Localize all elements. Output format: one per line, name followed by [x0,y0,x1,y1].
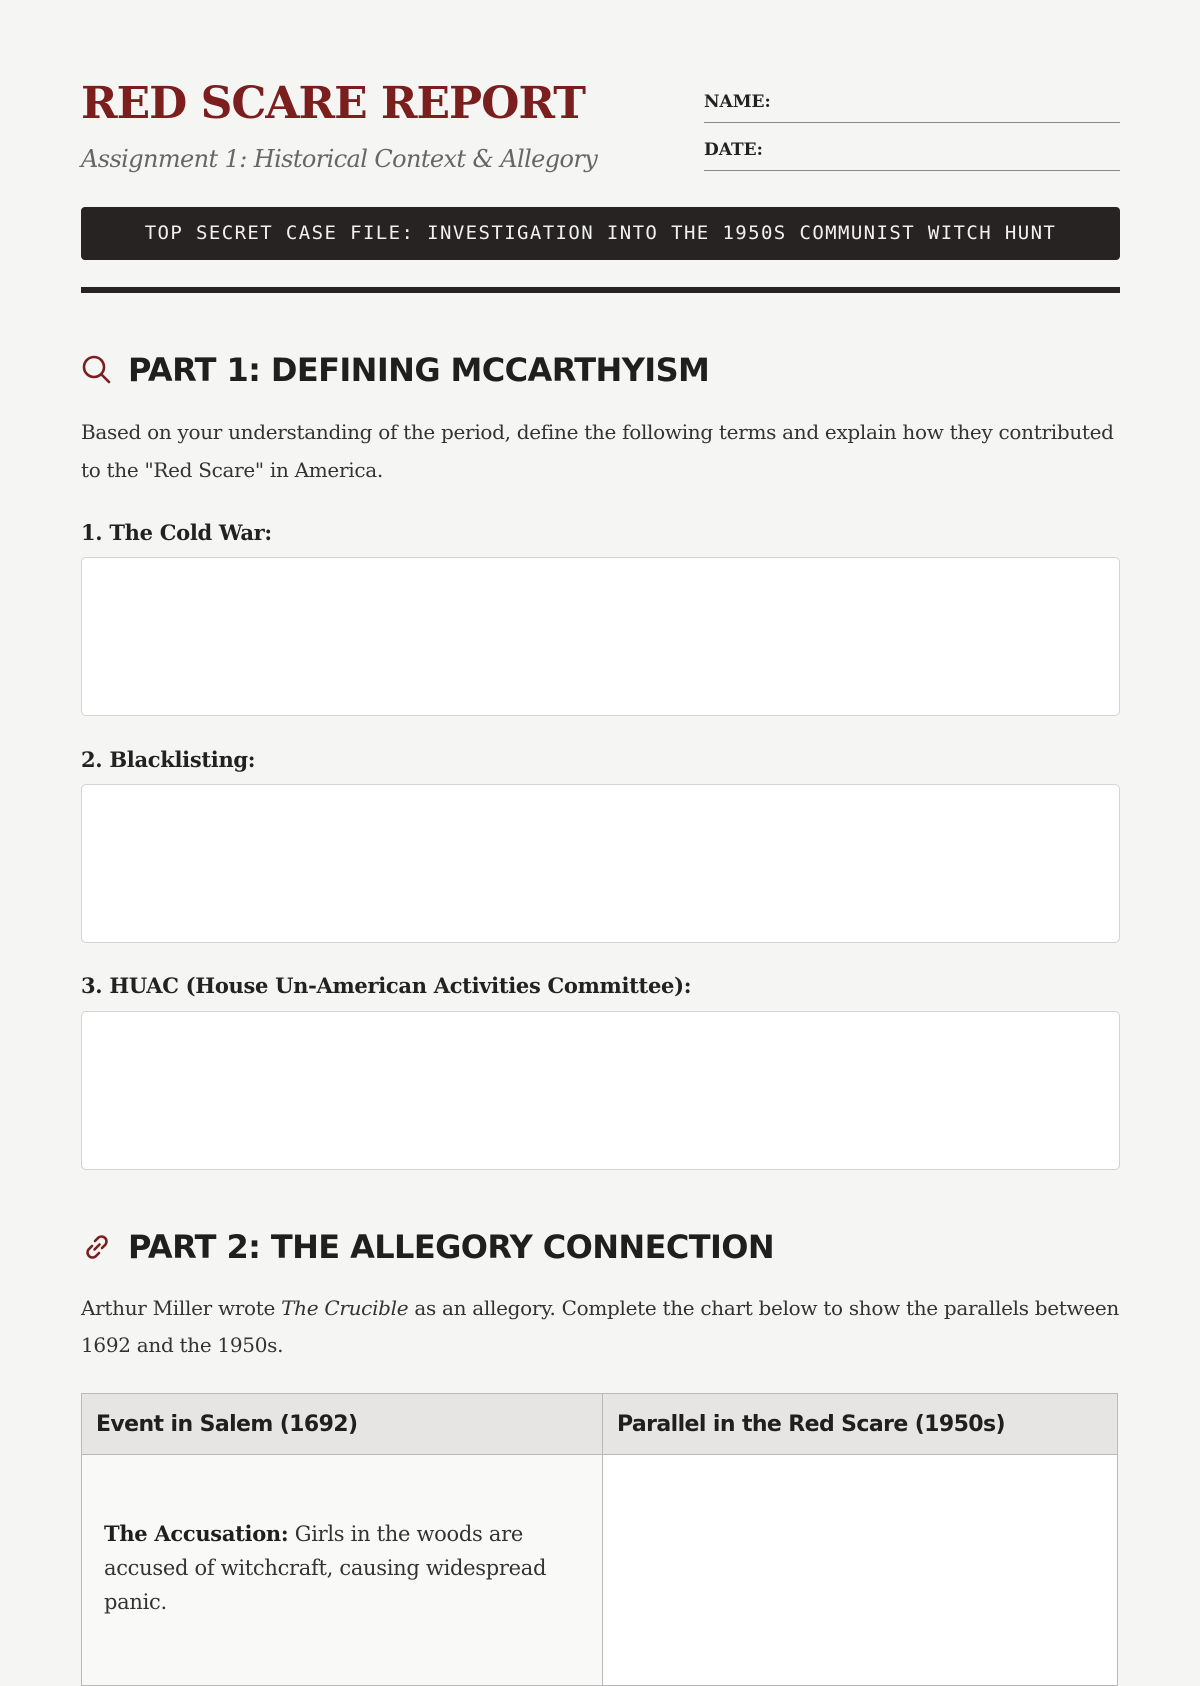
assignment-subtitle: Assignment 1: Historical Context & Allegory [81,145,598,173]
question-1-answer-box[interactable] [81,557,1120,716]
event-title: The Accusation: [104,1521,289,1546]
question-1-label: 1. The Cold War: [81,520,272,545]
allegory-chart [81,1393,1118,1686]
table-header-row [82,1394,1118,1455]
column-header-salem: Event in Salem (1692) [82,1394,603,1455]
worksheet-content [81,0,1120,1614]
question-2-label: 2. Blacklisting: [81,747,256,772]
link-icon [81,1231,113,1263]
event-description: Girls in the woods are accused of witchcraft, causing widespread panic. [104,1522,547,1614]
date-label: DATE: [704,140,763,160]
salem-event-cell [82,1455,603,1686]
column-header-red-scare: Parallel in the Red Scare (1950s) [603,1394,1118,1455]
part1-title: PART 1: DEFINING MCCARTHYISM [128,351,710,389]
table-row [82,1455,1118,1686]
report-header [81,0,1120,200]
part1-heading [81,350,709,390]
report-title: RED SCARE REPORT [81,78,585,129]
search-icon [81,354,113,386]
case-file-banner: TOP SECRET CASE FILE: INVESTIGATION INTO THE 1950S COMMUNIST WITCH HUNT [81,207,1120,260]
part2-intro-start: Arthur Miller wrote [81,1296,282,1320]
section-divider [81,287,1120,293]
red-scare-parallel-cell[interactable] [603,1455,1118,1686]
book-title: The Crucible [281,1296,409,1320]
part2-title: PART 2: THE ALLEGORY CONNECTION [128,1228,775,1266]
part1-intro: Based on your understanding of the period, define the following terms and explain how they contributed to the "Red Scare" in America. [81,420,1114,482]
part2-intro [81,1290,1120,1364]
date-field[interactable] [704,140,1120,171]
part2-intro-end: as an allegory. Complete the chart below to show the parallels between 1692 and the 1950s. [81,1296,1120,1357]
name-label: NAME: [704,92,771,112]
question-3-answer-box[interactable] [81,1011,1120,1170]
question-2-answer-box[interactable] [81,784,1120,943]
part2-heading [81,1227,774,1267]
question-3-label: 3. HUAC (House Un-American Activities Committee): [81,973,692,998]
salem-event-text [82,1455,602,1619]
name-field[interactable] [704,92,1120,123]
